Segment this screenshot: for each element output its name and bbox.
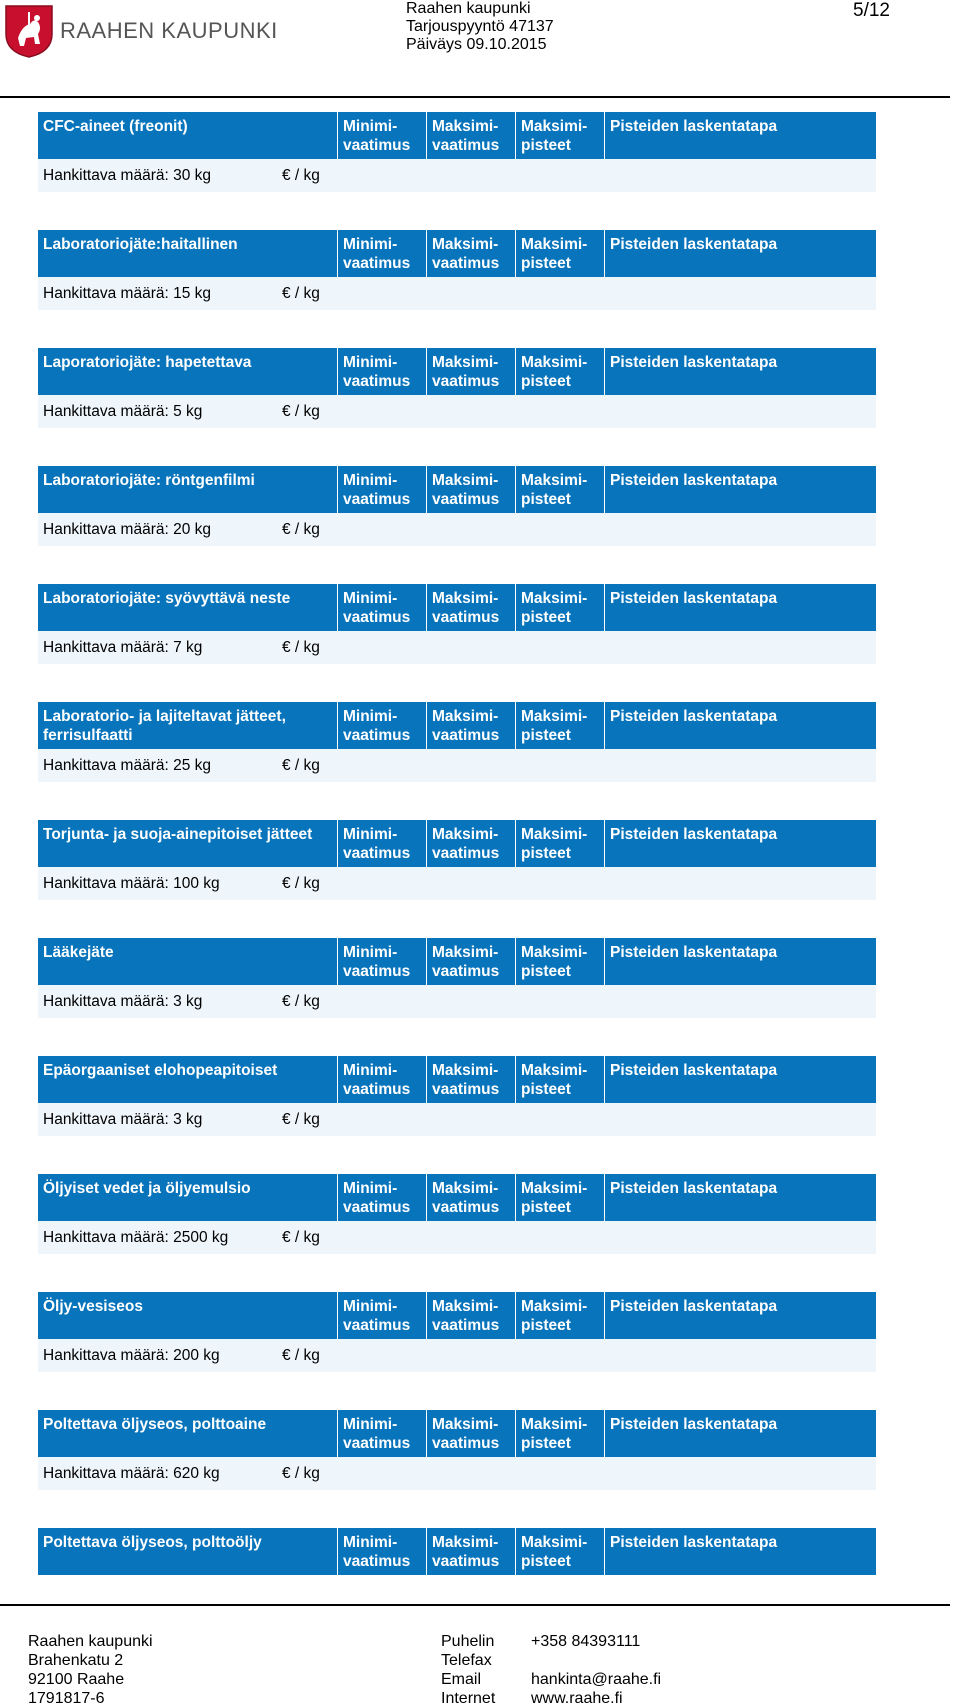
item-name: Öljy-vesiseos <box>43 1298 143 1315</box>
item-header-row <box>38 466 876 513</box>
max-requirement-header: Maksimi- vaatimus <box>426 702 515 749</box>
item-name: Lääkejäte <box>43 944 114 961</box>
scoring-method-header: Pisteiden laskentatapa <box>604 1528 876 1575</box>
quantity-label: Hankittava määrä: 7 kg <box>43 639 203 656</box>
item-quantity-row <box>38 1339 876 1372</box>
item-quantity-row <box>38 1457 876 1490</box>
quantity-label: Hankittava määrä: 15 kg <box>43 285 212 302</box>
max-requirement-header: Maksimi- vaatimus <box>426 1292 515 1339</box>
max-requirement-header: Maksimi- vaatimus <box>426 230 515 277</box>
item-name: Poltettava öljyseos, polttoöljy <box>43 1534 262 1551</box>
max-points-header: Maksimi- pisteet <box>515 1056 604 1103</box>
min-requirement-header: Minimi- vaatimus <box>337 1174 426 1221</box>
city-logo <box>4 4 278 58</box>
item-quantity-row <box>38 513 876 546</box>
item-name: Torjunta- ja suoja-ainepitoiset jätteet <box>43 826 313 843</box>
item-header-row <box>38 112 876 159</box>
max-points-header: Maksimi- pisteet <box>515 702 604 749</box>
scoring-method-header: Pisteiden laskentatapa <box>604 112 876 159</box>
min-requirement-header: Minimi- vaatimus <box>337 1528 426 1575</box>
price-unit: € / kg <box>282 1229 320 1246</box>
min-requirement-header: Minimi- vaatimus <box>337 938 426 985</box>
quantity-label: Hankittava määrä: 100 kg <box>43 875 220 892</box>
quantity-label: Hankittava määrä: 25 kg <box>43 757 212 774</box>
footer-contact-labels <box>441 1632 495 1708</box>
waste-item-block <box>38 348 876 466</box>
footer-email-link[interactable]: hankinta@raahe.fi <box>531 1671 662 1688</box>
item-name: Laboratoriojäte: röntgenfilmi <box>43 472 255 489</box>
price-unit: € / kg <box>282 639 320 656</box>
quantity-label: Hankittava määrä: 200 kg <box>43 1347 220 1364</box>
scoring-method-header: Pisteiden laskentatapa <box>604 1056 876 1103</box>
item-name: Poltettava öljyseos, polttoaine <box>43 1416 267 1433</box>
header-request-number: Tarjouspyyntö 47137 <box>406 18 554 35</box>
item-name: Öljyiset vedet ja öljyemulsio <box>43 1180 251 1197</box>
price-unit: € / kg <box>282 403 320 420</box>
waste-item-block <box>38 584 876 702</box>
item-quantity-row <box>38 749 876 782</box>
item-name: Epäorgaaniset elohopeapitoiset <box>43 1062 278 1079</box>
item-header-row <box>38 230 876 277</box>
max-requirement-header: Maksimi- vaatimus <box>426 466 515 513</box>
header-organization: Raahen kaupunki <box>406 0 531 17</box>
quantity-label: Hankittava määrä: 20 kg <box>43 521 212 538</box>
waste-item-block <box>38 466 876 584</box>
scoring-method-header: Pisteiden laskentatapa <box>604 1410 876 1457</box>
logo-wordmark: RAAHEN KAUPUNKI <box>60 18 278 43</box>
item-header-row <box>38 938 876 985</box>
min-requirement-header: Minimi- vaatimus <box>337 348 426 395</box>
item-quantity-row <box>38 631 876 664</box>
item-name: CFC-aineet (freonit) <box>43 118 188 135</box>
waste-item-block <box>38 112 876 230</box>
max-requirement-header: Maksimi- vaatimus <box>426 348 515 395</box>
min-requirement-header: Minimi- vaatimus <box>337 584 426 631</box>
document-info <box>406 0 554 54</box>
waste-item-list <box>38 112 876 1646</box>
price-unit: € / kg <box>282 993 320 1010</box>
item-name: Laboratoriojäte: syövyttävä neste <box>43 590 291 607</box>
page-footer <box>0 1600 960 1707</box>
item-header-row <box>38 1410 876 1457</box>
max-requirement-header: Maksimi- vaatimus <box>426 938 515 985</box>
footer-contact-values <box>531 1632 661 1708</box>
scoring-method-header: Pisteiden laskentatapa <box>604 702 876 749</box>
footer-website-link[interactable]: www.raahe.fi <box>531 1690 623 1707</box>
item-quantity-row <box>38 277 876 310</box>
max-points-header: Maksimi- pisteet <box>515 938 604 985</box>
max-points-header: Maksimi- pisteet <box>515 820 604 867</box>
quantity-label: Hankittava määrä: 5 kg <box>43 403 203 420</box>
scoring-method-header: Pisteiden laskentatapa <box>604 466 876 513</box>
item-header-row <box>38 1292 876 1339</box>
footer-phone: +358 84393111 <box>531 1633 641 1650</box>
footer-fax <box>531 1651 661 1670</box>
max-requirement-header: Maksimi- vaatimus <box>426 1056 515 1103</box>
max-requirement-header: Maksimi- vaatimus <box>426 1528 515 1575</box>
page-number: 5/12 <box>853 0 890 21</box>
max-points-header: Maksimi- pisteet <box>515 1528 604 1575</box>
price-unit: € / kg <box>282 757 320 774</box>
footer-email-label: Email <box>441 1671 482 1688</box>
max-requirement-header: Maksimi- vaatimus <box>426 584 515 631</box>
price-unit: € / kg <box>282 521 320 538</box>
footer-internet-label: Internet <box>441 1690 496 1707</box>
scoring-method-header: Pisteiden laskentatapa <box>604 230 876 277</box>
item-quantity-row <box>38 159 876 192</box>
price-unit: € / kg <box>282 1347 320 1364</box>
footer-organization: Raahen kaupunki <box>28 1633 153 1650</box>
min-requirement-header: Minimi- vaatimus <box>337 230 426 277</box>
header-divider <box>0 96 950 98</box>
item-header-row <box>38 1056 876 1103</box>
page-header <box>0 0 960 98</box>
price-unit: € / kg <box>282 875 320 892</box>
scoring-method-header: Pisteiden laskentatapa <box>604 1174 876 1221</box>
min-requirement-header: Minimi- vaatimus <box>337 1292 426 1339</box>
scoring-method-header: Pisteiden laskentatapa <box>604 820 876 867</box>
city-crest-icon <box>4 4 54 58</box>
max-points-header: Maksimi- pisteet <box>515 466 604 513</box>
price-unit: € / kg <box>282 1465 320 1482</box>
item-quantity-row <box>38 1221 876 1254</box>
waste-item-block <box>38 702 876 820</box>
min-requirement-header: Minimi- vaatimus <box>337 466 426 513</box>
max-points-header: Maksimi- pisteet <box>515 230 604 277</box>
scoring-method-header: Pisteiden laskentatapa <box>604 584 876 631</box>
quantity-label: Hankittava määrä: 3 kg <box>43 993 203 1010</box>
item-name: Laporatoriojäte: hapetettava <box>43 354 252 371</box>
item-quantity-row <box>38 985 876 1018</box>
min-requirement-header: Minimi- vaatimus <box>337 820 426 867</box>
item-quantity-row <box>38 395 876 428</box>
item-header-row <box>38 584 876 631</box>
scoring-method-header: Pisteiden laskentatapa <box>604 348 876 395</box>
price-unit: € / kg <box>282 167 320 184</box>
footer-street: Brahenkatu 2 <box>28 1652 124 1669</box>
item-header-row <box>38 1528 876 1575</box>
footer-address <box>28 1632 153 1708</box>
max-points-header: Maksimi- pisteet <box>515 584 604 631</box>
item-quantity-row <box>38 1103 876 1136</box>
item-header-row <box>38 1174 876 1221</box>
price-unit: € / kg <box>282 285 320 302</box>
max-requirement-header: Maksimi- vaatimus <box>426 1174 515 1221</box>
scoring-method-header: Pisteiden laskentatapa <box>604 938 876 985</box>
max-points-header: Maksimi- pisteet <box>515 1174 604 1221</box>
min-requirement-header: Minimi- vaatimus <box>337 1410 426 1457</box>
item-name: Laboratorio- ja lajiteltavat jätteet, ferrisulfaatti <box>43 708 286 744</box>
waste-item-block <box>38 230 876 348</box>
scoring-method-header: Pisteiden laskentatapa <box>604 1292 876 1339</box>
footer-divider <box>0 1604 950 1606</box>
footer-business-id: 1791817-6 <box>28 1690 105 1707</box>
quantity-label: Hankittava määrä: 3 kg <box>43 1111 203 1128</box>
quantity-label: Hankittava määrä: 2500 kg <box>43 1229 229 1246</box>
min-requirement-header: Minimi- vaatimus <box>337 702 426 749</box>
quantity-label: Hankittava määrä: 30 kg <box>43 167 212 184</box>
item-header-row <box>38 820 876 867</box>
waste-item-block <box>38 820 876 938</box>
footer-phone-label: Puhelin <box>441 1633 495 1650</box>
quantity-label: Hankittava määrä: 620 kg <box>43 1465 220 1482</box>
min-requirement-header: Minimi- vaatimus <box>337 112 426 159</box>
max-points-header: Maksimi- pisteet <box>515 1292 604 1339</box>
footer-postal: 92100 Raahe <box>28 1671 125 1688</box>
waste-item-block <box>38 1292 876 1410</box>
max-requirement-header: Maksimi- vaatimus <box>426 820 515 867</box>
header-date: Päiväys 09.10.2015 <box>406 36 547 53</box>
max-points-header: Maksimi- pisteet <box>515 112 604 159</box>
min-requirement-header: Minimi- vaatimus <box>337 1056 426 1103</box>
max-points-header: Maksimi- pisteet <box>515 348 604 395</box>
item-header-row <box>38 348 876 395</box>
item-header-row <box>38 702 876 749</box>
price-unit: € / kg <box>282 1111 320 1128</box>
waste-item-block <box>38 1410 876 1528</box>
item-quantity-row <box>38 867 876 900</box>
waste-item-block <box>38 1174 876 1292</box>
waste-item-block <box>38 938 876 1056</box>
max-requirement-header: Maksimi- vaatimus <box>426 112 515 159</box>
footer-fax-label: Telefax <box>441 1652 492 1669</box>
waste-item-block <box>38 1056 876 1174</box>
max-requirement-header: Maksimi- vaatimus <box>426 1410 515 1457</box>
max-points-header: Maksimi- pisteet <box>515 1410 604 1457</box>
item-name: Laboratoriojäte:haitallinen <box>43 236 238 253</box>
